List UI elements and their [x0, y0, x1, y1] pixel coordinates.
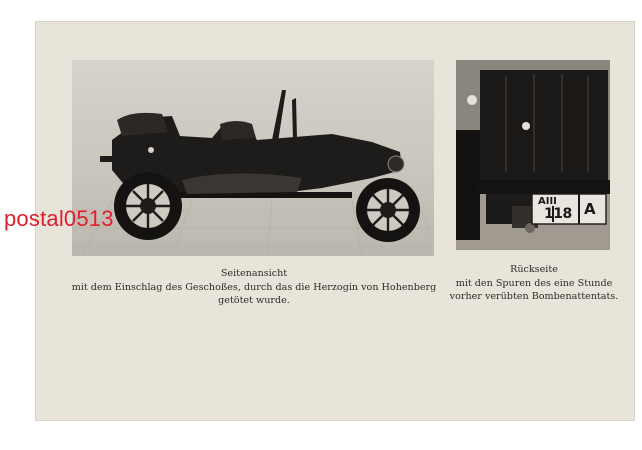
car-side-photo [72, 60, 434, 256]
caption-rear-line: vorher verübten Bombenattentats. [449, 291, 619, 302]
plate-right-label: A [584, 200, 596, 218]
side-view-caption [70, 267, 438, 308]
caption-side-line: getötet wurde. [218, 295, 290, 306]
license-plate [532, 194, 606, 224]
seller-watermark: postal0513 [4, 206, 114, 231]
caption-rear-line: mit den Spuren des eine Stunde [455, 277, 613, 289]
caption-side-title: Seitenansicht [220, 268, 288, 279]
plate-number: 118 [544, 206, 572, 222]
caption-rear-title: Rückseite [510, 264, 558, 275]
caption-side-line: mit dem Einschlag des Geschoßes, durch das die Herzogin von Hohenberg [71, 281, 437, 293]
plate-left-label: AIII [538, 196, 557, 207]
rear-view-caption [446, 263, 622, 304]
